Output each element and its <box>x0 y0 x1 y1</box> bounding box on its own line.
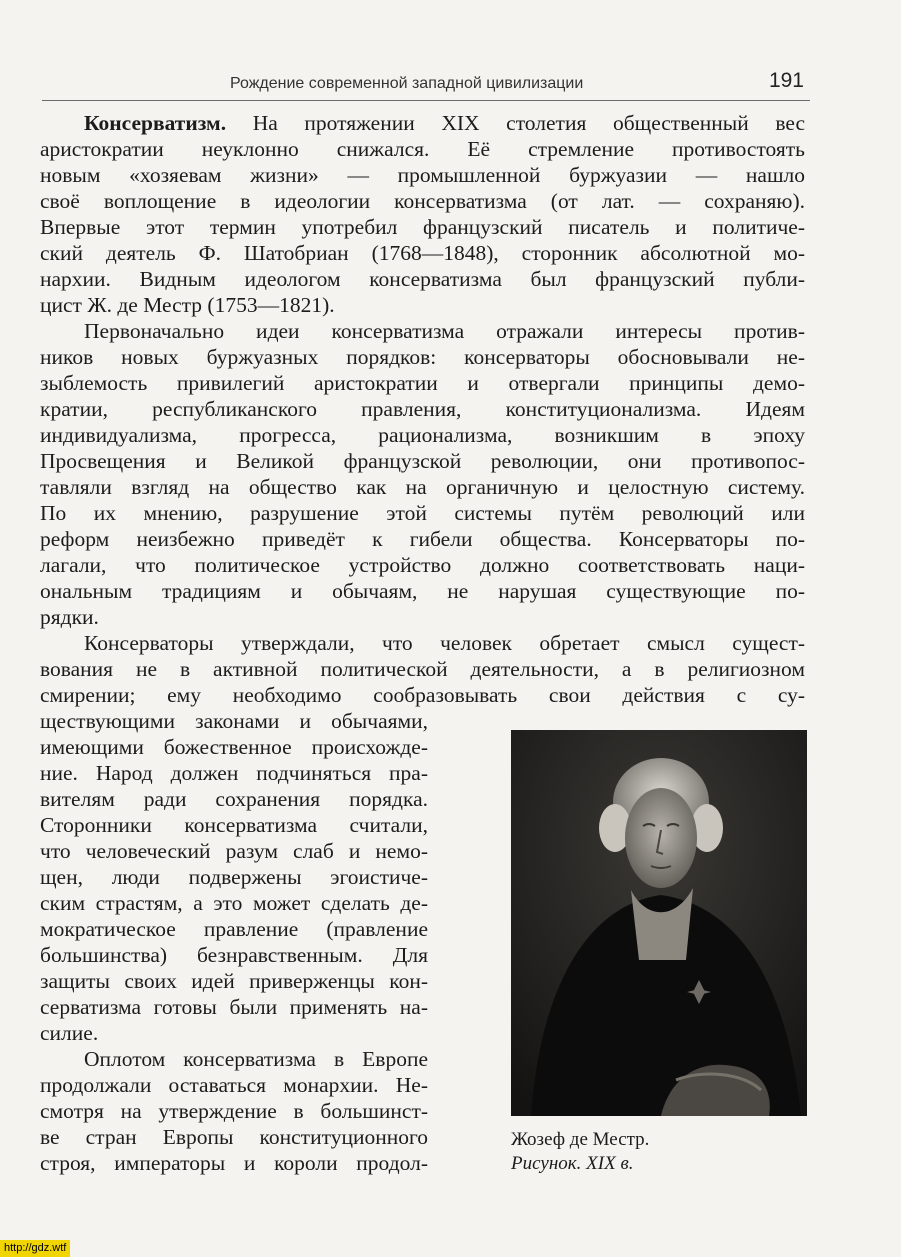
paragraph-conservatism <box>40 110 805 318</box>
text-line: кратии, республиканского правления, конституционализма. Идеям <box>40 397 805 421</box>
text-line: Просвещения и Великой французской революции, они противопос- <box>40 449 805 473</box>
text-line: смотря на утверждение в большинст- <box>40 1099 428 1123</box>
text-line: Впервые этот термин употребил французский писатель и политиче- <box>40 215 805 239</box>
text-line: цист Ж. де Местр (1753—1821). <box>40 293 335 317</box>
text-line: вования не в активной политической деятельности, а в религиозном <box>40 657 805 681</box>
text-line: ников новых буржуазных порядков: консерваторы обосновывали не- <box>40 345 805 369</box>
running-header <box>42 60 810 101</box>
text-line: зыблемость привилегий аристократии и отвергали принципы демо- <box>40 371 805 395</box>
text-line: мократическое правление (правление <box>40 917 428 941</box>
text-line: своё воплощение в идеологии консерватизма (от лат. — сохраняю). <box>40 189 805 213</box>
text-line: что человеческий разум слаб и немо- <box>40 839 428 863</box>
text-line: продолжали оставаться монархии. Не- <box>40 1073 428 1097</box>
text-line: лагали, что политическое устройство должно соответствовать наци- <box>40 553 805 577</box>
portrait-image <box>511 730 807 1116</box>
text-line: реформ неизбежно приведёт к гибели общества. Консерваторы по- <box>40 527 805 551</box>
text-line: Сторонники консерватизма считали, <box>40 813 428 837</box>
text-line: большинства) безнравственным. Для <box>40 943 428 967</box>
figure-caption <box>511 1128 807 1176</box>
text-line: силие. <box>40 1021 99 1045</box>
text-line: серватизма готовы были применять на- <box>40 995 428 1019</box>
text-line: Консерваторы утверждали, что человек обретает смысл сущест- <box>84 631 805 655</box>
text-line: смирении; ему необходимо сообразовывать свои действия с су- <box>40 683 805 707</box>
text-line: щен, люди подвержены эгоистиче- <box>40 865 428 889</box>
text-line <box>40 110 805 136</box>
text-line: новым «хозяевам жизни» — промышленной буржуазии — нашло <box>40 163 805 187</box>
text-line: строя, императоры и короли продол- <box>40 1151 428 1175</box>
caption-source: Рисунок. XIX в. <box>511 1153 634 1174</box>
text-line: вителям ради сохранения порядка. <box>40 787 428 811</box>
text-fragment: На протяжении XIX столетия общественный вес <box>226 111 805 135</box>
text-line: аристократии неуклонно снижался. Её стремление противостоять <box>40 137 805 161</box>
text-line: ский деятель Ф. Шатобриан (1768—1848), сторонник абсолютной мо- <box>40 241 805 265</box>
running-header-title: Рождение современной западной цивилизации <box>230 75 584 92</box>
text-line: нархии. Видным идеологом консерватизма был французский публи- <box>40 267 805 291</box>
paragraph-origins <box>40 318 805 630</box>
text-line: По их мнению, разрушение этой системы путём революций или <box>40 501 805 525</box>
text-line: тавляли взгляд на общество как на органичную и целостную систему. <box>40 475 805 499</box>
text-line: рядки. <box>40 605 99 629</box>
text-line: защиты своих идей приверженцы кон- <box>40 969 428 993</box>
text-line: индивидуализма, прогресса, рационализма, возникшим в эпоху <box>40 423 805 447</box>
term-heading: Консерватизм. <box>84 111 227 135</box>
text-line: ве стран Европы конституционного <box>40 1125 428 1149</box>
text-line: ским страстям, а это может сделать де- <box>40 891 428 915</box>
text-line: Оплотом консерватизма в Европе <box>84 1047 428 1071</box>
text-line: ональным традициям и обычаям, не нарушая существующие по- <box>40 579 805 603</box>
source-watermark: http://gdz.wtf <box>0 1240 70 1257</box>
text-line: имеющими божественное происхожде- <box>40 735 428 759</box>
text-line: ние. Народ должен подчиняться пра- <box>40 761 428 785</box>
text-line: Первоначально идеи консерватизма отражали интересы против- <box>84 319 805 343</box>
text-line: ществующими законами и обычаями, <box>40 709 428 733</box>
page-number: 191 <box>768 69 804 92</box>
caption-title: Жозеф де Местр. <box>511 1129 650 1150</box>
